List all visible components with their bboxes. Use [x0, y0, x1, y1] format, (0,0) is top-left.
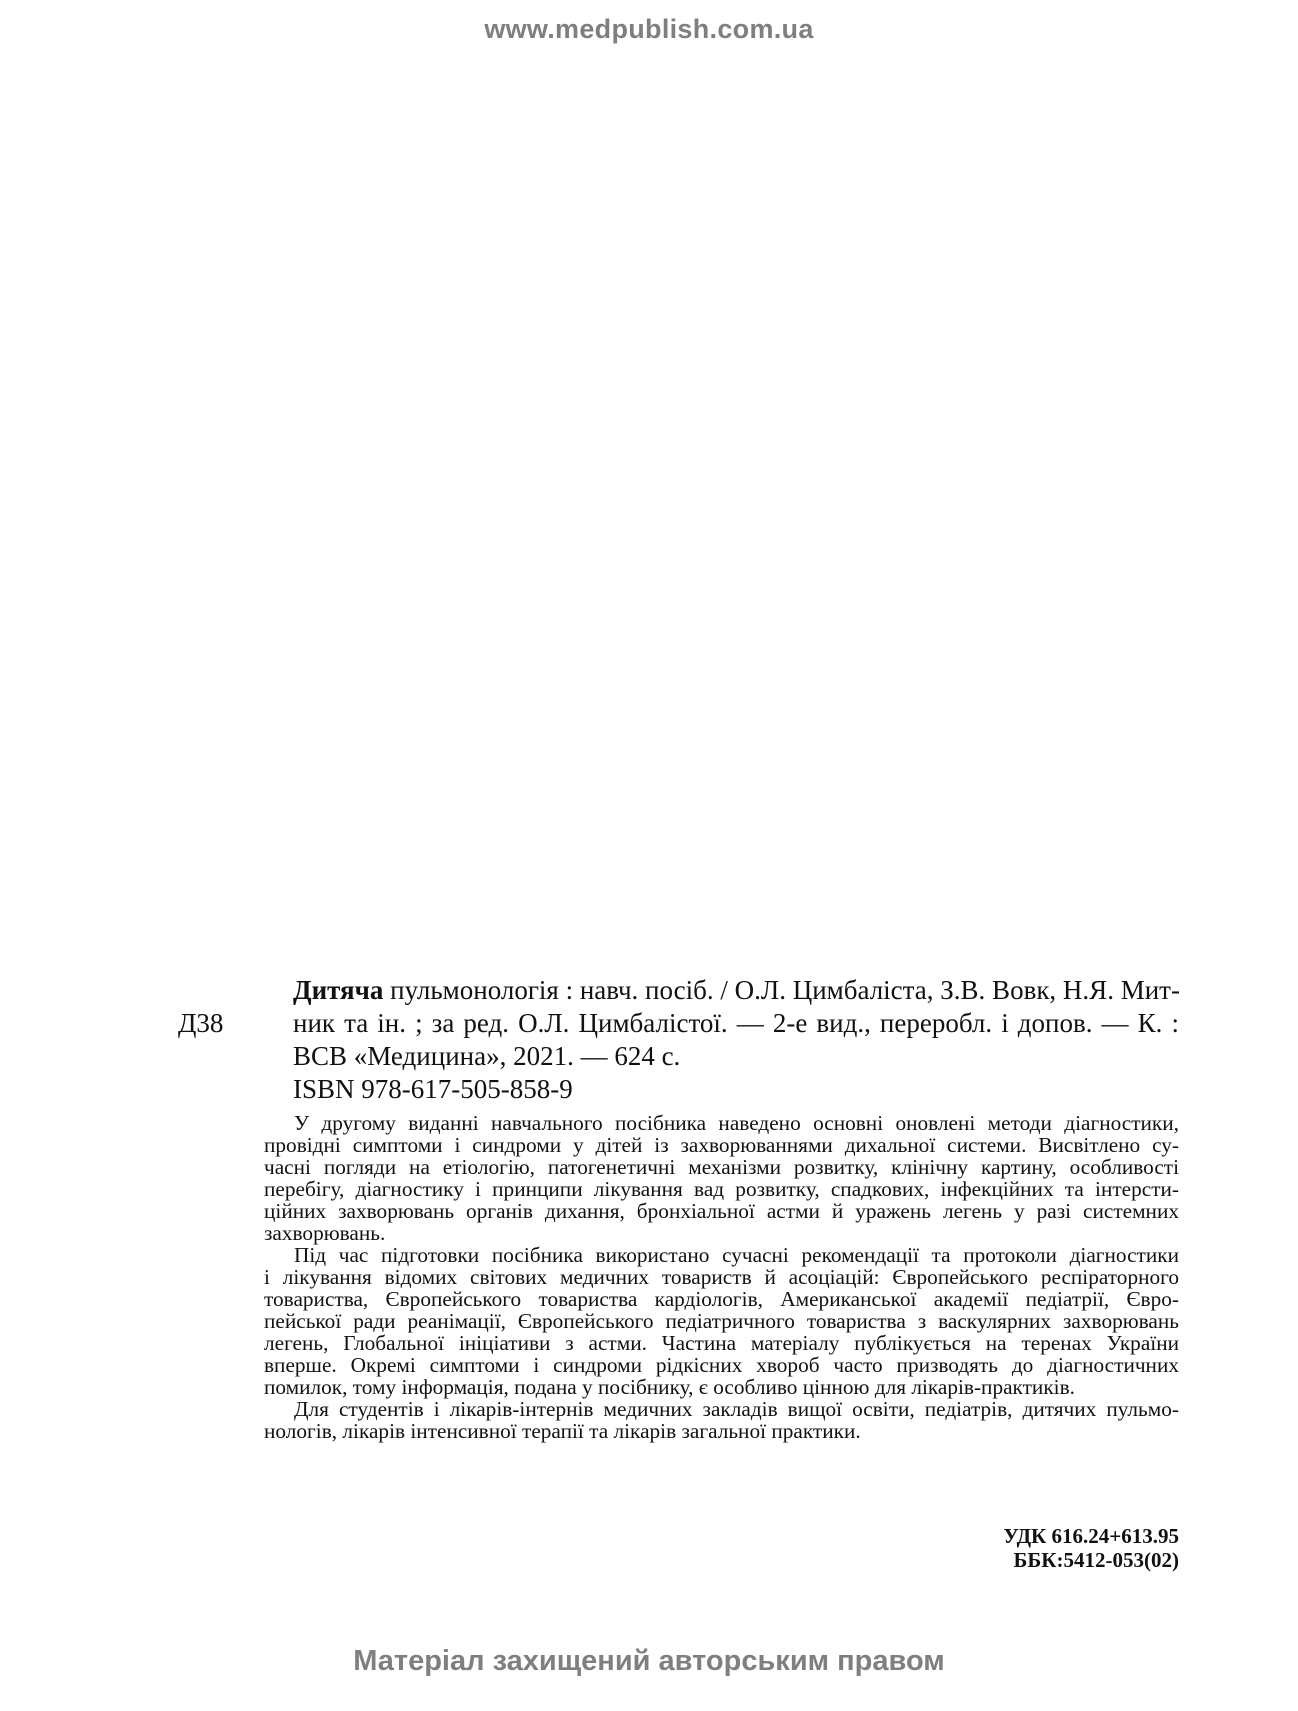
abstract	[264, 1112, 1179, 1442]
biblio-line-1	[293, 974, 1179, 1007]
biblio-line-2: ник та ін. ; за ред. О.Л. Цимбалістої. — 2-е вид., переробл. і допов. — К. :	[293, 1008, 1179, 1038]
classification-codes	[1003, 1524, 1179, 1572]
abstract-line: провідні симптоми і синдроми у дітей із захворюваннями дихальної системи. Висвітлено су-	[264, 1133, 1179, 1157]
abstract-line: Для студентів і лікарів-інтернів медичних закладів вищої освіти, педіатрів, дитячих пульмо-	[294, 1397, 1179, 1421]
abstract-line: і лікування відомих світових медичних товариств й асоціацій: Європейського респіраторного	[264, 1265, 1179, 1289]
biblio-line-3: ВСВ «Медицина», 2021. — 624 с.	[293, 1041, 681, 1071]
udk-code: УДК 616.24+613.95	[1003, 1524, 1179, 1548]
copyright-watermark: Матеріал захищений авторським правом	[353, 1645, 945, 1677]
isbn: ISBN 978-617-505-858-9	[293, 1074, 573, 1104]
abstract-line: товариства, Європейського товариства кардіологів, Американської академії педіатрії, Євро-	[264, 1287, 1179, 1311]
biblio-line-1-rest: пульмонологія : навч. посіб. / О.Л. Цимбаліста, З.В. Вовк, Н.Я. Мит-	[383, 975, 1180, 1005]
watermark-url: www.medpublish.com.ua	[484, 14, 814, 44]
abstract-line: ційних захворювань органів дихання, бронхіальної астми й уражень легень у разі системних	[264, 1199, 1179, 1223]
bbk-code: ББК:5412-053(02)	[1013, 1548, 1179, 1572]
abstract-line: У другому виданні навчального посібника наведено основні оновлені методи діагностики,	[294, 1111, 1179, 1135]
book-title-bold: Дитяча	[293, 975, 384, 1005]
abstract-line: перебігу, діагностику і принципи лікування вад розвитку, спадкових, інфекційних та інтерсти-	[264, 1177, 1179, 1201]
abstract-line: Під час підготовки посібника використано сучасні рекомендації та протоколи діагностики	[294, 1243, 1179, 1267]
catalog-code: Д38	[178, 1008, 224, 1038]
abstract-line: нологів, лікарів інтенсивної терапії та лікарів загальної практики.	[264, 1419, 861, 1443]
bibliographic-record	[293, 974, 1179, 1106]
abstract-line: захворювань.	[264, 1221, 386, 1245]
abstract-line: вперше. Окремі симптоми і синдроми рідкісних хвороб часто призводять до діагностичних	[264, 1353, 1179, 1377]
abstract-line: легень, Глобальної ініціативи з астми. Частина матеріалу публікується на теренах України	[264, 1331, 1179, 1355]
abstract-line: пейської ради реанімації, Європейського педіатричного товариства з васкулярних захворювань	[264, 1309, 1179, 1333]
abstract-line: помилок, тому інформація, подана у посібнику, є особливо цінною для лікарів-практиків.	[264, 1375, 1075, 1399]
abstract-line: часні погляди на етіологію, патогенетичні механізми розвитку, клінічну картину, особливості	[264, 1155, 1179, 1179]
